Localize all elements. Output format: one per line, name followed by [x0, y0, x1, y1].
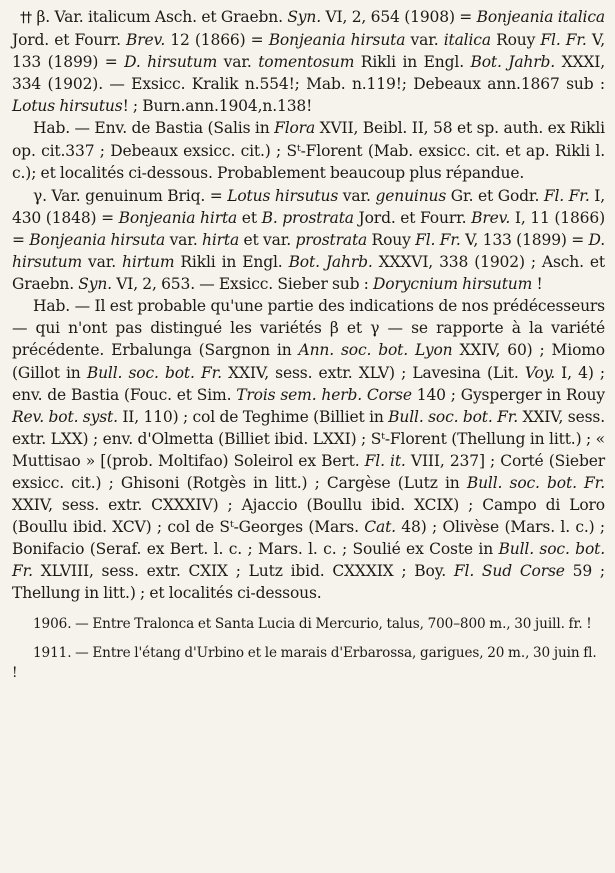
- italic-text: Flora: [274, 119, 316, 138]
- collection-record-1906: 1906. — Entre Tralonca et Santa Lucia di Mercurio, talus, 700–800 m., 30 juill. fr. !: [33, 615, 592, 632]
- italic-text: italica: [443, 31, 491, 50]
- italic-text: tomentosum: [258, 53, 355, 72]
- text-run: 48) ; Olivèse (Mars. l. c.) ; Bonifacio (Seraf. ex Bert. l. c. ; Mars. l. c. ; Soulié ex Coste in: [12, 518, 605, 559]
- italic-text: Voy.: [524, 363, 555, 382]
- italic-text: hirta: [202, 230, 240, 249]
- text-run: XXIV, sess. extr. XLV) ; Lavesina (Lit.: [221, 363, 525, 382]
- text-run: XXIV, sess. extr. CXXXIV) ; Ajaccio (Boullu ibid. XCIX) ; Campo di Loro (Boullu ibid. XCV) ; col de Sᵗ-Georges (Mars.: [12, 496, 605, 537]
- variety-italicum-entry: [12, 6, 605, 117]
- italic-text: Bull. soc. bot. Fr.: [12, 540, 605, 581]
- text-run: Rouy: [367, 230, 416, 249]
- text-run: Hab. — Il est probable qu'une partie des indications de nos prédécesseurs — qui n'ont pas distingué les variétés β et γ — se rapporte à la variété précédente. Erbalunga (Sargnon in: [12, 297, 605, 360]
- italic-text: Bonjeania italica: [476, 8, 605, 26]
- text-run: V, 133 (1899) =: [12, 31, 605, 72]
- text-run: et: [237, 208, 262, 227]
- italic-text: Cat.: [364, 518, 396, 537]
- italic-text: Fl. Fr.: [540, 31, 587, 50]
- text-run: Rikli in Engl.: [354, 53, 471, 72]
- text-run: XVII, Beibl. II, 58 et sp. auth. ex Rikli op. cit.337 ; Debeaux exsicc. cit.) ; Sᵗ-Florent (Mab. exsicc. cit. et ap. Rikli l. c.); et localités ci-dessous. Probablement beaucoup plus répandue.: [12, 119, 605, 182]
- italic-text: Syn.: [287, 8, 322, 26]
- italic-text: genuinus: [375, 186, 447, 205]
- text-run: Hab. — Env. de Bastia (Salis in: [33, 119, 275, 138]
- text-run: Gr. et Godr.: [446, 186, 544, 205]
- italic-text: Fl. Fr.: [543, 186, 590, 205]
- italic-text: Dorycnium hirsutum: [373, 275, 533, 294]
- italic-text: Bot. Jahrb.: [470, 53, 556, 72]
- text-run: 59 ; Thellung in litt.) ; et localités ci-dessous.: [12, 562, 605, 603]
- text-run: var.: [165, 230, 203, 249]
- italic-text: Bonjeania hirsuta: [268, 31, 406, 50]
- text-run: Rouy: [490, 31, 541, 50]
- italic-text: hirtum: [122, 253, 175, 272]
- italic-text: Brev.: [471, 208, 511, 227]
- text-run: et var.: [239, 230, 296, 249]
- text-run: II, 110) ; col de Teghime (Billiet in: [117, 407, 389, 426]
- italic-text: Bonjeania hirsuta: [29, 230, 166, 249]
- text-run: var.: [338, 186, 376, 205]
- text-run: XXIV, sess. extr. LXX) ; env. d'Olmetta (Billiet ibid. LXXI) ; Sᵗ-Florent (Thellung in litt.) ; « Muttisao » [(prob. Moltifao) Soleirol ex Bert.: [12, 407, 605, 470]
- italic-text: Bonjeania hirta: [118, 208, 238, 227]
- italic-text: Rev. bot. syst.: [12, 407, 118, 426]
- text-run: I, 430 (1848) =: [12, 186, 606, 227]
- italic-text: Fl. Fr.: [415, 230, 461, 249]
- text-run: ! ; Burn.ann.1904,n.138!: [122, 97, 313, 116]
- text-run: VI, 2, 654 (1908) =: [321, 8, 477, 26]
- italic-text: B. prostrata: [261, 208, 354, 227]
- italic-text: Trois sem. herb. Corse: [236, 385, 412, 404]
- text-run: Jord. et Fourr.: [353, 208, 472, 227]
- italic-text: Lotus hirsutus: [227, 186, 339, 205]
- habitat-genuinum-paragraph: [12, 295, 605, 604]
- italic-text: Lotus hirsutus: [12, 97, 123, 116]
- dagger-symbol: ††: [20, 10, 33, 26]
- italic-text: Bull. soc. bot. Fr.: [388, 407, 519, 426]
- text-run: XXXI, 334 (1902). — Exsicc. Kralik n.554!; Mab. n.119!; Debeaux ann.1867 sub :: [12, 53, 605, 94]
- italic-text: Bot. Jahrb.: [288, 253, 373, 272]
- text-run: 12 (1866) =: [165, 31, 269, 50]
- text-run: β. Var. italicum Asch. et Graebn.: [36, 8, 288, 26]
- italic-text: Fl. it.: [364, 451, 406, 470]
- text-run: VIII, 237] ; Corté (Sieber exsicc. cit.) ; Ghisoni (Rotgès in litt.) ; Cargèse (Lutz in: [12, 451, 605, 492]
- text-run: I, 11 (1866) =: [12, 208, 605, 249]
- text-run: γ. Var. genuinum Briq. =: [33, 186, 228, 205]
- text-run: !: [532, 275, 543, 294]
- text-run: VI, 2, 653. — Exsicc. Sieber sub :: [111, 275, 374, 294]
- text-run: var.: [405, 31, 444, 50]
- text-run: Rikli in Engl.: [174, 253, 289, 272]
- italic-text: prostrata: [295, 230, 368, 249]
- text-run: var.: [82, 253, 123, 272]
- text-run: V, 133 (1899) =: [460, 230, 589, 249]
- text-run: XXXVI, 338 (1902) ; Asch. et Graebn.: [12, 253, 605, 294]
- italic-text: D. hirsutum: [12, 230, 605, 272]
- text-run: Jord. et Fourr.: [12, 31, 127, 50]
- italic-text: Fl. Sud Corse: [453, 562, 565, 581]
- italic-text: Bull. soc. bot. Fr.: [86, 363, 222, 382]
- text-run: I, 4) ; env. de Bastia (Fouc. et Sim.: [12, 363, 605, 404]
- italic-text: D. hirsutum: [124, 53, 218, 72]
- text-run: XLVIII, sess. extr. CXIX ; Lutz ibid. CXXXIX ; Boy.: [32, 562, 454, 581]
- text-run: var.: [217, 53, 259, 72]
- italic-text: Bull. soc. bot. Fr.: [466, 473, 606, 492]
- text-run: 140 ; Gysperger in Rouy: [411, 385, 605, 404]
- collection-record-1911: 1911. — Entre l'étang d'Urbino et le marais d'Erbarossa, garigues, 20 m., 30 juin fl. !: [12, 645, 597, 681]
- text-run: XXIV, 60) ; Miomo (Gillot in: [12, 341, 605, 382]
- italic-text: Syn.: [78, 275, 112, 294]
- variety-genuinum-entry: [12, 185, 605, 295]
- habitat-italicum-paragraph: [12, 117, 605, 183]
- italic-text: Ann. soc. bot. Lyon: [298, 341, 453, 360]
- italic-text: Brev.: [126, 31, 166, 50]
